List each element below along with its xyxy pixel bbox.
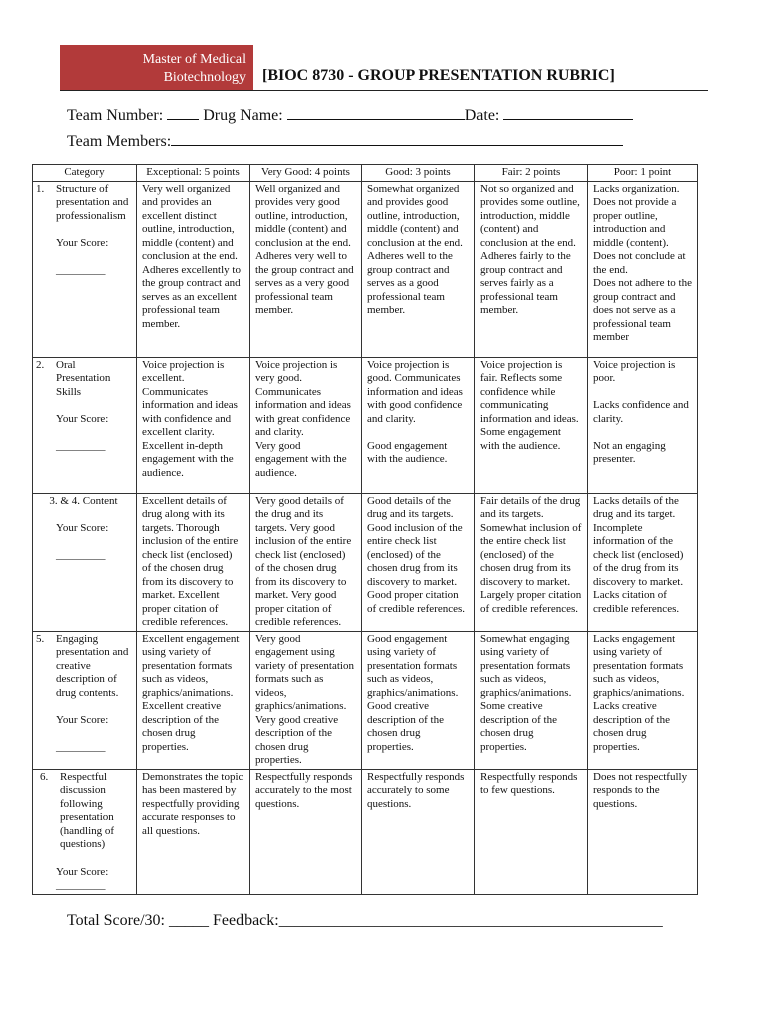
criteria-very-good: Very good engagement using variety of presentation formats such as videos, graphics/animations. Very good creative description of the chosen drug properties.: [250, 631, 362, 769]
category-name: Content: [82, 494, 118, 507]
criteria-poor: Lacks details of the drug and its target. Incomplete information of the check list (enclosed) of the drug from its discovery to market. Lacks citation of credible references.: [588, 493, 698, 631]
category-number: 5.: [36, 632, 45, 645]
team-number-blank[interactable]: [167, 105, 199, 120]
criteria-fair: Somewhat engaging using variety of presentation formats such as videos, graphics/animations. Some creative description of the chosen drug properties.: [475, 631, 588, 769]
score-label: Your Score:: [56, 522, 109, 534]
category-number: 2.: [36, 358, 45, 371]
header-category: Category: [33, 165, 137, 182]
team-members-blank[interactable]: [171, 131, 623, 146]
rubric-row-content: [33, 493, 698, 631]
program-banner: [60, 45, 253, 91]
header-exceptional: Exceptional: 5 points: [137, 165, 250, 182]
category-number: 6.: [40, 770, 49, 783]
criteria-poor: Does not respectfully responds to the questions.: [588, 769, 698, 894]
criteria-exceptional: Very well organized and provides an excellent distinct outline, introduction, middle (content) and conclusion at the end. Adheres excellently to the group contract and serves as an excellent professional team member.: [137, 181, 250, 357]
score-blank[interactable]: _________: [56, 263, 106, 276]
score-blank[interactable]: _________: [56, 439, 106, 452]
criteria-exceptional: Excellent details of drug along with its targets. Thorough inclusion of the entire check list (enclosed) of the chosen drug from its discovery to market. Excellent proper citation of credible references.: [137, 493, 250, 631]
score-label: Your Score:: [56, 714, 109, 726]
criteria-good: Voice projection is good. Communicates information and ideas with good confidence and clarity. Good engagement with the audience.: [362, 357, 475, 493]
team-members-label: Team Members:: [67, 133, 172, 150]
drug-name-label: Drug Name:: [199, 107, 287, 124]
criteria-exceptional: Voice projection is excellent. Communicates information and ideas with confidence and excellent clarity. Excellent in-depth engagement with the audience.: [137, 357, 250, 493]
category-number: 1.: [36, 182, 45, 195]
criteria-very-good: Very good details of the drug and its targets. Very good inclusion of the entire check list (enclosed) of the chosen drug from its discovery to market. Very good proper citation of credible references.: [250, 493, 362, 631]
criteria-fair: Respectfully responds to few questions.: [475, 769, 588, 894]
score-label: Your Score:: [56, 413, 109, 425]
criteria-fair: Not so organized and provides some outline, introduction, middle (content) and conclusion at the end. Adheres fairly to the group contract and serves fairly as a professional team member.: [475, 181, 588, 357]
header-very-good: Very Good: 4 points: [250, 165, 362, 182]
criteria-poor: Lacks engagement using variety of presentation formats such as videos, graphics/animations. Lacks creative description of the chosen drug properties.: [588, 631, 698, 769]
total-score-line: [67, 912, 663, 930]
criteria-fair: Fair details of the drug and its targets. Somewhat inclusion of the entire check list (enclosed) of the chosen drug from its discovery to market. Largely proper citation of credible references.: [475, 493, 588, 631]
rubric-row-engaging: [33, 631, 698, 769]
category-cell: [33, 631, 137, 769]
header-fair: Fair: 2 points: [475, 165, 588, 182]
total-score-label: Total Score/30: _____ Feedback:: [67, 912, 279, 929]
score-label: Your Score:: [56, 865, 109, 878]
criteria-poor: Voice projection is poor. Lacks confidence and clarity. Not an engaging presenter.: [588, 357, 698, 493]
category-cell: [33, 181, 137, 357]
rubric-table: [32, 164, 698, 895]
score-blank[interactable]: _________: [56, 548, 106, 561]
team-info-line: [67, 105, 633, 125]
document-title: [BIOC 8730 - GROUP PRESENTATION RUBRIC]: [262, 67, 615, 84]
category-name: Oral Presentation Skills: [56, 358, 111, 398]
criteria-good: Good engagement using variety of presentation formats such as videos, graphics/animations. Good creative description of the chosen drug properties.: [362, 631, 475, 769]
score-blank[interactable]: _________: [56, 879, 106, 891]
category-cell: [33, 357, 137, 493]
category-cell: [33, 493, 137, 631]
date-blank[interactable]: [503, 105, 633, 120]
header-poor: Poor: 1 point: [588, 165, 698, 182]
category-cell: [33, 769, 137, 894]
criteria-very-good: Respectfully responds accurately to the most questions.: [250, 769, 362, 894]
program-name-line2: Biotechnology: [163, 70, 246, 85]
rubric-row-discussion: [33, 769, 698, 894]
category-number: 3. & 4.: [49, 494, 80, 507]
category-name: Respectful discussion following presentation (handling of questions): [60, 770, 115, 850]
criteria-good: Good details of the drug and its targets. Good inclusion of the entire check list (enclosed) of the chosen drug from its discovery to market. Good proper citation of credible references.: [362, 493, 475, 631]
category-name: Engaging presentation and creative description of drug contents.: [56, 632, 129, 699]
program-name-line1: Master of Medical: [142, 52, 246, 67]
category-name: Structure of presentation and professionalism: [56, 182, 129, 222]
drug-name-blank[interactable]: [287, 105, 465, 120]
date-label: Date:: [464, 107, 504, 124]
feedback-blank[interactable]: ________________________________________________: [278, 912, 663, 929]
score-label: Your Score:: [56, 237, 109, 249]
criteria-exceptional: Demonstrates the topic has been mastered by respectfully providing accurate responses to all questions.: [137, 769, 250, 894]
team-members-line: [67, 131, 623, 151]
rubric-row-oral: [33, 357, 698, 493]
team-number-label: Team Number:: [67, 107, 168, 124]
criteria-good: Somewhat organized and provides good outline, introduction, middle (content) and conclusion at the end. Adheres well to the group contract and serves as a good professional team member.: [362, 181, 475, 357]
score-blank[interactable]: _________: [56, 740, 106, 753]
criteria-very-good: Well organized and provides very good outline, introduction, middle (content) and conclusion at the end. Adheres very well to the group contract and serves as a very good professional team member.: [250, 181, 362, 357]
criteria-exceptional: Excellent engagement using variety of presentation formats such as videos, graphics/animations. Excellent creative description of the chosen drug properties.: [137, 631, 250, 769]
criteria-poor: Lacks organization. Does not provide a proper outline, introduction and middle (content). Does not conclude at the end. Does not adhere to the group contract and does not serve as a professional team member: [588, 181, 698, 357]
criteria-very-good: Voice projection is very good. Communicates information and ideas with great confidence and clarity. Very good engagement with the audience.: [250, 357, 362, 493]
criteria-good: Respectfully responds accurately to some questions.: [362, 769, 475, 894]
criteria-fair: Voice projection is fair. Reflects some confidence while communicating information and ideas. Some engagement with the audience.: [475, 357, 588, 493]
rubric-row-structure: [33, 181, 698, 357]
header-divider: [60, 90, 708, 91]
header-good: Good: 3 points: [362, 165, 475, 182]
rubric-header-row: [33, 165, 698, 182]
